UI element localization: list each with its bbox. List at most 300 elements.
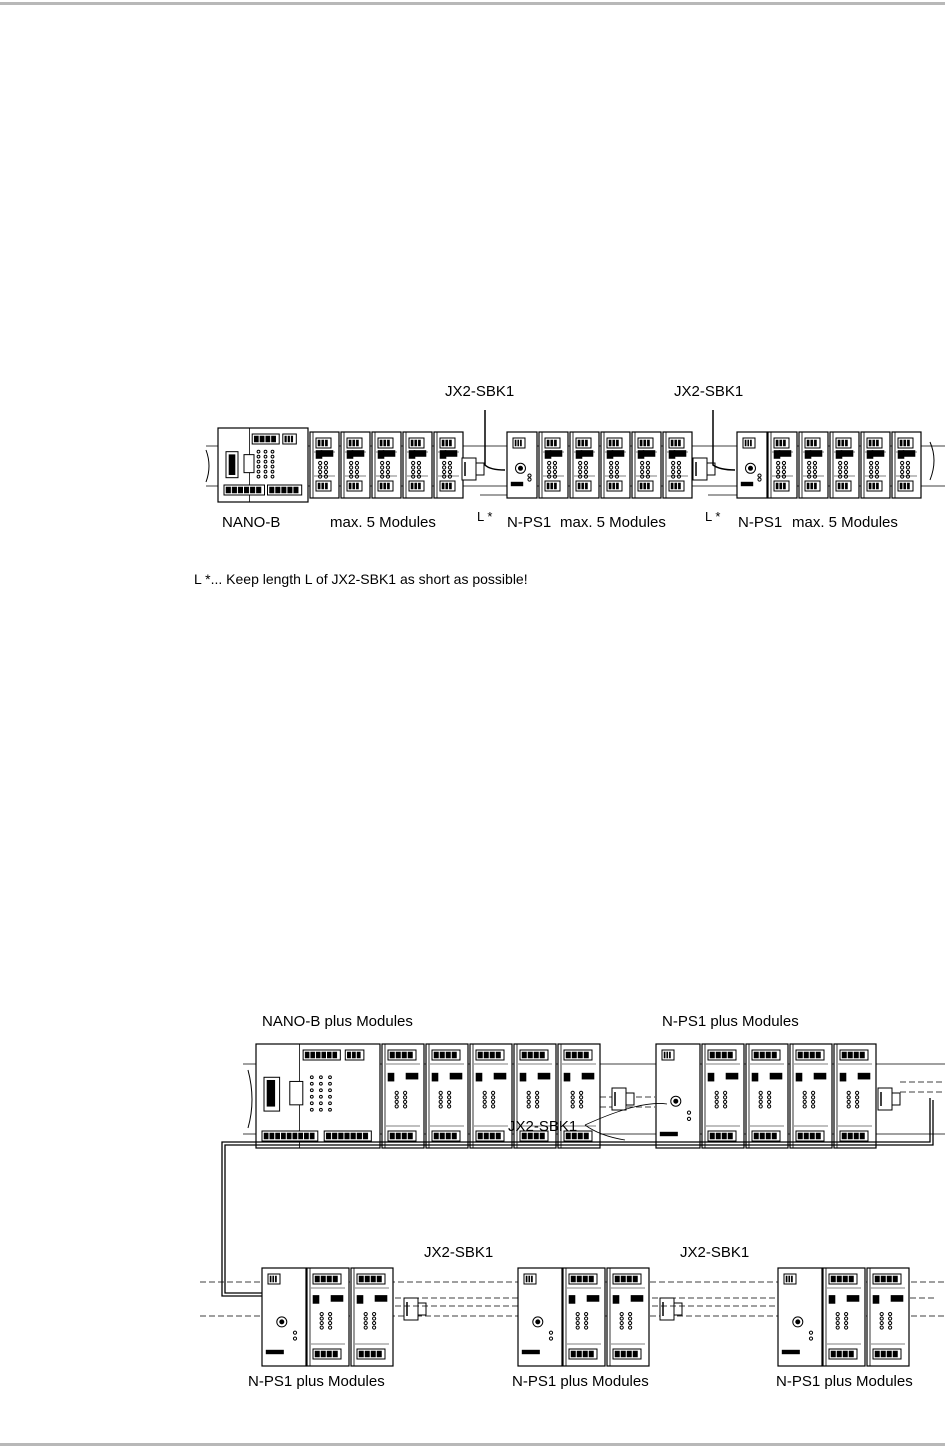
- terminal-pin: [644, 483, 646, 489]
- terminal-pin: [766, 1133, 771, 1139]
- terminal-pin: [254, 436, 258, 442]
- label-plate: [841, 450, 853, 456]
- terminal-pin: [766, 1052, 771, 1058]
- small-plate: [316, 450, 322, 458]
- terminal-pin: [339, 1133, 344, 1139]
- small-plate: [613, 1295, 619, 1303]
- label-plate: [903, 450, 915, 456]
- terminal-pin: [327, 1052, 331, 1058]
- terminal-pin: [353, 483, 355, 489]
- terminal-pin: [522, 1052, 527, 1058]
- terminal-pin: [811, 440, 813, 446]
- terminal-pin: [377, 1351, 382, 1357]
- terminal-pin: [675, 483, 677, 489]
- terminal-pin: [288, 436, 290, 442]
- terminal-pin: [728, 1052, 733, 1058]
- cable-jx2-sbk1-1: [485, 410, 505, 470]
- small-plate: [432, 1073, 438, 1081]
- terminal-pin: [807, 483, 809, 489]
- terminal-pin: [446, 1052, 451, 1058]
- terminal-pin: [900, 483, 902, 489]
- label-n-ps1-2: N-PS1: [738, 514, 783, 531]
- terminal-pin: [633, 1351, 638, 1357]
- sub-d-plug-icon: [462, 458, 476, 480]
- connector-center: [749, 466, 753, 470]
- label-plate: [814, 1073, 826, 1079]
- terminal-pin: [760, 1052, 765, 1058]
- terminal-pin: [293, 1133, 297, 1139]
- cable-jx2-sbk1-2: [713, 410, 735, 470]
- terminal-pin: [484, 1133, 489, 1139]
- terminal-pin: [321, 1276, 326, 1282]
- small-plate: [576, 450, 582, 458]
- terminal-pin: [893, 1351, 898, 1357]
- small-plate: [347, 450, 353, 458]
- label-plate: [726, 1073, 738, 1079]
- terminal-pin: [873, 440, 875, 446]
- terminal-pin: [318, 440, 320, 446]
- terminal-pin: [387, 483, 389, 489]
- terminal-pin: [490, 1052, 495, 1058]
- label-max-modules-1: max. 5 Modules: [330, 514, 436, 531]
- terminal-pin: [446, 440, 448, 446]
- terminal-pin: [860, 1052, 865, 1058]
- terminal-pin: [842, 483, 844, 489]
- text-block: [660, 1132, 678, 1136]
- terminal-pin: [671, 483, 673, 489]
- label-plate: [582, 1073, 594, 1079]
- label-plate: [375, 1295, 387, 1301]
- terminal-pin: [876, 440, 878, 446]
- label-plate: [445, 450, 457, 456]
- sub-d-pins: [229, 455, 235, 475]
- terminal-pin: [380, 440, 382, 446]
- terminal-pin: [814, 440, 816, 446]
- terminal-pin: [671, 440, 673, 446]
- terminal-pin: [722, 1052, 727, 1058]
- terminal-pin: [238, 487, 243, 493]
- terminal-pin: [845, 483, 847, 489]
- terminal-pin: [484, 1052, 489, 1058]
- terminal-pin: [776, 483, 778, 489]
- terminal-pin: [282, 487, 287, 493]
- terminal-pin: [315, 1276, 320, 1282]
- label-plate: [872, 450, 884, 456]
- terminal-pin: [310, 1133, 314, 1139]
- cable-label-bottom-2: JX2-SBK1: [680, 1244, 750, 1261]
- terminal-pin: [327, 1351, 332, 1357]
- terminal-pin: [647, 440, 649, 446]
- terminal-pin: [333, 1052, 337, 1058]
- terminal-pin: [276, 487, 281, 493]
- terminal-pin: [390, 1133, 395, 1139]
- terminal-pin: [760, 1133, 765, 1139]
- terminal-pin: [442, 483, 444, 489]
- terminal-pin: [478, 1052, 483, 1058]
- terminal-pin: [728, 1133, 733, 1139]
- terminal-pin: [359, 1276, 364, 1282]
- terminal-pin: [275, 1276, 276, 1282]
- terminal-pin: [540, 1052, 545, 1058]
- terminal-pin: [578, 483, 580, 489]
- label-max-modules-3: max. 5 Modules: [792, 514, 898, 531]
- terminal-pin: [490, 1133, 495, 1139]
- group-label-n-ps1-bottom-2: N-PS1 plus Modules: [512, 1373, 649, 1390]
- terminal-pin: [288, 487, 293, 493]
- terminal-pin: [904, 483, 906, 489]
- terminal-pin: [390, 1052, 395, 1058]
- terminal-pin: [710, 1133, 715, 1139]
- label-plate: [331, 1295, 343, 1301]
- terminal-pin: [842, 440, 844, 446]
- terminal-pin: [446, 1133, 451, 1139]
- terminal-pin: [551, 440, 553, 446]
- label-plate: [581, 450, 593, 456]
- small-plate: [774, 450, 780, 458]
- terminal-pin: [783, 440, 785, 446]
- terminal-pin: [900, 440, 902, 446]
- terminal-pin: [589, 1351, 594, 1357]
- terminal-pin: [357, 1133, 362, 1139]
- terminal-pin: [716, 1052, 721, 1058]
- terminal-pin: [848, 1133, 853, 1139]
- terminal-pin: [571, 1351, 576, 1357]
- terminal-pin: [585, 440, 587, 446]
- label-plate: [643, 450, 655, 456]
- terminal-pin: [838, 440, 840, 446]
- terminal-pin: [387, 440, 389, 446]
- terminal-pin: [271, 436, 275, 442]
- terminal-pin: [869, 483, 871, 489]
- terminal-pin: [810, 1052, 815, 1058]
- terminal-pin: [582, 483, 584, 489]
- terminal-pin: [449, 483, 451, 489]
- terminal-pin: [318, 483, 320, 489]
- terminal-pin: [299, 1133, 303, 1139]
- terminal-pin: [816, 1052, 821, 1058]
- terminal-pin: [496, 1133, 501, 1139]
- terminal-pin: [584, 1133, 589, 1139]
- terminal-pin: [266, 436, 270, 442]
- terminal-pin: [434, 1052, 439, 1058]
- terminal-pin: [776, 440, 778, 446]
- terminal-pin: [615, 1276, 620, 1282]
- terminal-pin: [384, 483, 386, 489]
- terminal-pin: [798, 1052, 803, 1058]
- terminal-pin: [860, 1133, 865, 1139]
- label-plate: [550, 450, 562, 456]
- terminal-pin: [893, 1276, 898, 1282]
- terminal-pin: [396, 1052, 401, 1058]
- terminal-pin: [380, 483, 382, 489]
- cable-label-jx2-sbk1-2: JX2-SBK1: [674, 383, 744, 400]
- terminal-pin: [798, 1133, 803, 1139]
- sub-d-pins: [267, 1080, 275, 1106]
- small-plate: [545, 450, 551, 458]
- terminal-pin: [347, 1052, 350, 1058]
- small-plate: [607, 450, 613, 458]
- terminal-pin: [814, 483, 816, 489]
- label-plate: [352, 450, 364, 456]
- terminal-pin: [551, 483, 553, 489]
- rail-break: [248, 1070, 252, 1128]
- terminal-pin: [786, 1276, 787, 1282]
- terminal-pin: [270, 1276, 271, 1282]
- terminal-pin: [854, 1133, 859, 1139]
- terminal-pin: [633, 1276, 638, 1282]
- terminal-pin: [250, 487, 255, 493]
- terminal-pin: [615, 1351, 620, 1357]
- terminal-pin: [359, 1351, 364, 1357]
- terminal-pin: [446, 483, 448, 489]
- terminal-pin: [304, 1133, 308, 1139]
- terminal-pin: [554, 440, 556, 446]
- terminal-pin: [440, 1133, 445, 1139]
- terminal-pin: [285, 436, 287, 442]
- terminal-pin: [326, 1133, 331, 1139]
- label-n-ps1-1: N-PS1: [507, 514, 552, 531]
- terminal-pin: [807, 440, 809, 446]
- terminal-pin: [496, 1052, 501, 1058]
- terminal-pin: [780, 483, 782, 489]
- terminal-pin: [577, 1276, 582, 1282]
- terminal-pin: [904, 440, 906, 446]
- small-plate: [829, 1295, 835, 1303]
- terminal-pin: [849, 1276, 854, 1282]
- terminal-pin: [843, 1276, 848, 1282]
- label-plate: [587, 1295, 599, 1301]
- terminal-pin: [754, 1052, 759, 1058]
- terminal-pin: [315, 1351, 320, 1357]
- plug-hood: [418, 1303, 426, 1315]
- terminal-pin: [408, 1133, 413, 1139]
- terminal-pin: [529, 1276, 530, 1282]
- terminal-pin: [518, 440, 519, 446]
- terminal-pin: [365, 1351, 370, 1357]
- small-plate: [796, 1073, 802, 1081]
- label-plate: [406, 1073, 418, 1079]
- small-plate: [867, 450, 873, 458]
- label-plate: [779, 450, 791, 456]
- terminal-pin: [849, 1351, 854, 1357]
- label-plate: [612, 450, 624, 456]
- terminal-pin: [244, 487, 249, 493]
- sub-d-plug-icon: [660, 1298, 674, 1320]
- label-plate: [858, 1073, 870, 1079]
- terminal-pin: [531, 1276, 532, 1282]
- terminal-pin: [226, 487, 231, 493]
- terminal-pin: [452, 1052, 457, 1058]
- small-plate: [669, 450, 675, 458]
- small-plate: [409, 450, 415, 458]
- terminal-pin: [887, 1351, 892, 1357]
- text-block: [522, 1350, 540, 1354]
- cable-label-bottom-1: JX2-SBK1: [424, 1244, 494, 1261]
- terminal-pin: [613, 440, 615, 446]
- terminal-pin: [710, 1052, 715, 1058]
- terminal-pin: [371, 1276, 376, 1282]
- terminal-pin: [678, 483, 680, 489]
- terminal-pin: [577, 1351, 582, 1357]
- terminal-pin: [678, 440, 680, 446]
- terminal-pin: [332, 1133, 337, 1139]
- terminal-pin: [848, 1052, 853, 1058]
- terminal-pin: [333, 1276, 338, 1282]
- text-block: [782, 1350, 800, 1354]
- label-plate: [631, 1295, 643, 1301]
- terminal-pin: [351, 1133, 356, 1139]
- plug-hood: [476, 463, 484, 475]
- terminal-pin: [371, 1351, 376, 1357]
- terminal-pin: [396, 1133, 401, 1139]
- terminal-pin: [754, 1133, 759, 1139]
- terminal-pin: [322, 1052, 326, 1058]
- connector-center: [796, 1320, 800, 1324]
- terminal-pin: [875, 1351, 880, 1357]
- terminal-pin: [578, 1052, 583, 1058]
- terminal-pin: [609, 483, 611, 489]
- terminal-pin: [667, 1052, 668, 1058]
- terminal-pin: [843, 1351, 848, 1357]
- small-plate: [520, 1073, 526, 1081]
- plug-hood: [626, 1093, 634, 1105]
- terminal-pin: [418, 483, 420, 489]
- terminal-pin: [578, 440, 580, 446]
- connector-center: [280, 1320, 284, 1324]
- terminal-pin: [377, 1276, 382, 1282]
- terminal-pin: [621, 1276, 626, 1282]
- sub-d-plug-icon: [693, 458, 707, 480]
- terminal-pin: [281, 1133, 285, 1139]
- terminal-pin: [357, 1052, 360, 1058]
- terminal-pin: [411, 483, 413, 489]
- terminal-pin: [583, 1351, 588, 1357]
- terminal-pin: [842, 1052, 847, 1058]
- terminal-pin: [566, 1052, 571, 1058]
- terminal-pin: [270, 487, 275, 493]
- terminal-pin: [616, 483, 618, 489]
- terminal-pin: [402, 1133, 407, 1139]
- small-plate: [836, 450, 842, 458]
- plug-hood: [674, 1303, 682, 1315]
- small-plate: [569, 1295, 575, 1303]
- terminal-pin: [572, 1052, 577, 1058]
- terminal-pin: [528, 1052, 533, 1058]
- terminal-pin: [837, 1351, 842, 1357]
- terminal-pin: [609, 440, 611, 446]
- terminal-pin: [327, 1276, 332, 1282]
- label-plate: [674, 450, 686, 456]
- terminal-pin: [831, 1351, 836, 1357]
- terminal-pin: [772, 1052, 777, 1058]
- terminal-pin: [907, 483, 909, 489]
- terminal-pin: [526, 1276, 527, 1282]
- terminal-pin: [907, 440, 909, 446]
- terminal-pin: [411, 440, 413, 446]
- terminal-pin: [722, 1133, 727, 1139]
- text-block: [511, 482, 523, 486]
- connector-center: [536, 1320, 540, 1324]
- label-nano-b: NANO-B: [222, 514, 281, 531]
- small-plate: [805, 450, 811, 458]
- plug-hood: [892, 1093, 900, 1105]
- terminal-pin: [842, 1133, 847, 1139]
- terminal-pin: [478, 1133, 483, 1139]
- terminal-pin: [384, 440, 386, 446]
- small-plate: [440, 450, 446, 458]
- terminal-pin: [627, 1351, 632, 1357]
- terminal-pin: [750, 440, 751, 446]
- terminal-pin: [440, 1052, 445, 1058]
- label-plate: [770, 1073, 782, 1079]
- sub-d-port-icon: [244, 455, 254, 473]
- terminal-pin: [869, 440, 871, 446]
- terminal-pin: [442, 440, 444, 446]
- terminal-pin: [716, 1133, 721, 1139]
- terminal-pin: [589, 1276, 594, 1282]
- terminal-pin: [585, 483, 587, 489]
- terminal-pin: [583, 1276, 588, 1282]
- terminal-pin: [333, 1351, 338, 1357]
- small-plate: [378, 450, 384, 458]
- label-plate: [538, 1073, 550, 1079]
- terminal-pin: [640, 440, 642, 446]
- small-plate: [708, 1073, 714, 1081]
- cable-label-jx2-sbk1-1: JX2-SBK1: [445, 383, 515, 400]
- terminal-pin: [291, 436, 293, 442]
- terminal-pin: [418, 440, 420, 446]
- label-max-modules-2: max. 5 Modules: [560, 514, 666, 531]
- terminal-pin: [640, 483, 642, 489]
- terminal-pin: [449, 440, 451, 446]
- terminal-pin: [547, 483, 549, 489]
- small-plate: [752, 1073, 758, 1081]
- terminal-pin: [260, 436, 264, 442]
- connector-center: [519, 466, 523, 470]
- terminal-pin: [356, 440, 358, 446]
- terminal-pin: [571, 1276, 576, 1282]
- text-block: [266, 1350, 284, 1354]
- sub-d-plug-icon: [404, 1298, 418, 1320]
- terminal-pin: [316, 1052, 320, 1058]
- terminal-pin: [804, 1052, 809, 1058]
- sub-d-plug-icon: [878, 1088, 892, 1110]
- terminal-pin: [616, 440, 618, 446]
- length-note: L *... Keep length L of JX2-SBK1 as short as possible!: [194, 571, 528, 587]
- small-plate: [840, 1073, 846, 1081]
- terminal-pin: [365, 1276, 370, 1282]
- terminal-pin: [353, 440, 355, 446]
- terminal-pin: [305, 1052, 309, 1058]
- terminal-pin: [415, 440, 417, 446]
- terminal-pin: [325, 483, 327, 489]
- terminal-pin: [402, 1052, 407, 1058]
- text-block: [741, 482, 753, 486]
- terminal-pin: [345, 1133, 350, 1139]
- small-plate: [564, 1073, 570, 1081]
- connector-center: [674, 1099, 678, 1103]
- label-plate: [321, 450, 333, 456]
- label-plate: [847, 1295, 859, 1301]
- terminal-pin: [311, 1052, 315, 1058]
- terminal-pin: [408, 1052, 413, 1058]
- rail-break: [206, 450, 209, 482]
- small-plate: [898, 450, 904, 458]
- terminal-pin: [748, 440, 749, 446]
- terminal-pin: [287, 1133, 291, 1139]
- terminal-pin: [452, 1133, 457, 1139]
- terminal-pin: [783, 483, 785, 489]
